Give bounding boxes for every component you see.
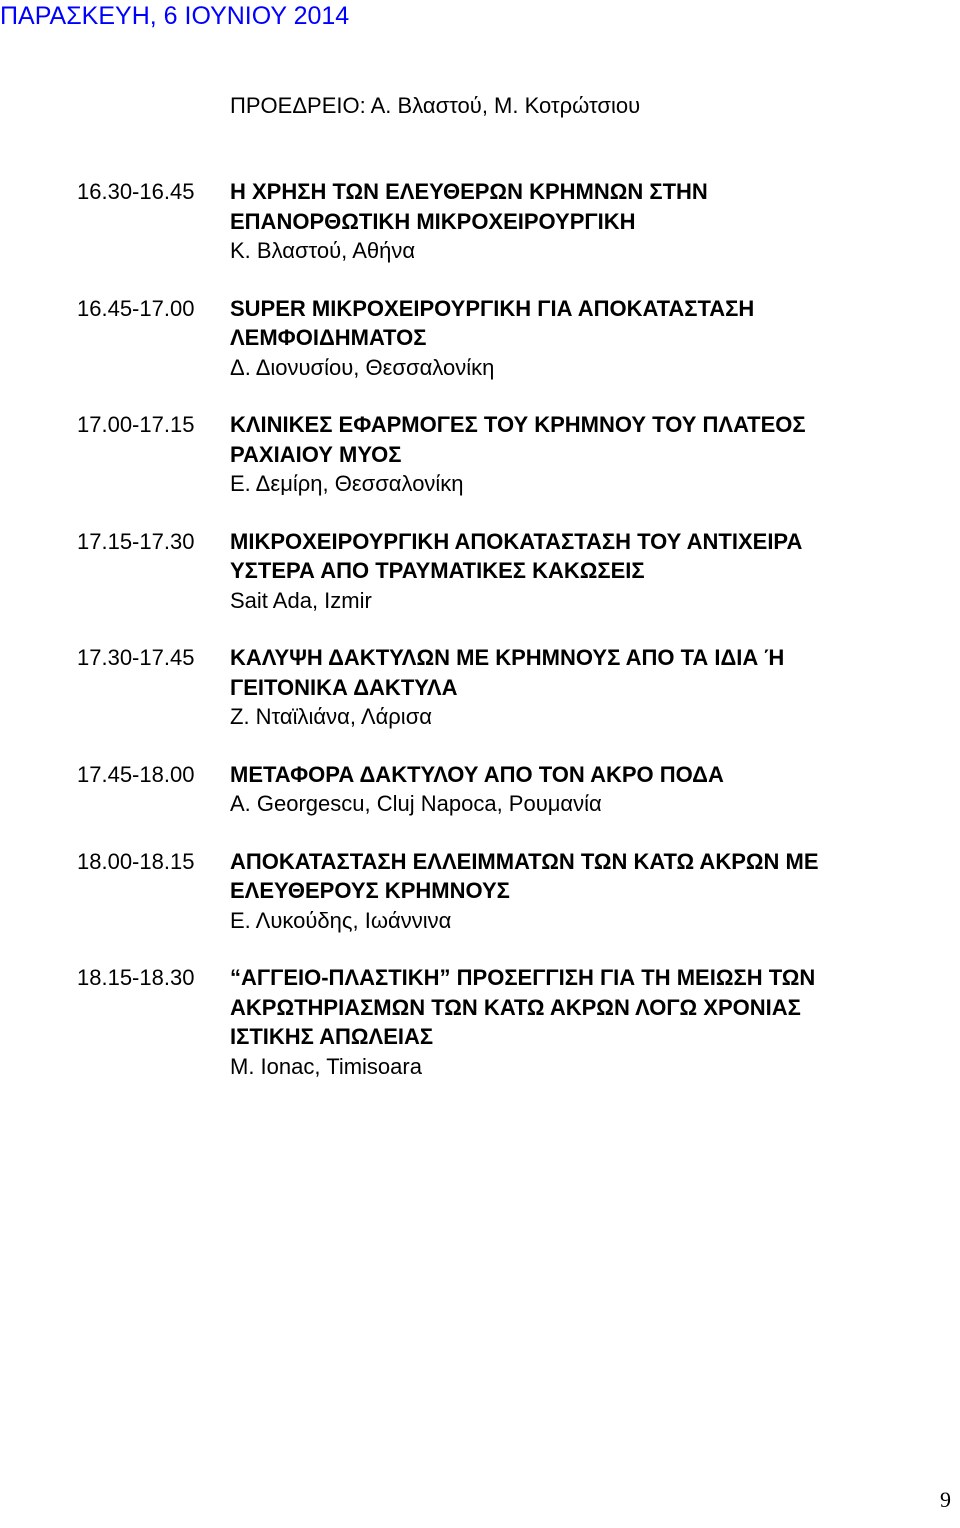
session-item [77, 410, 947, 499]
talk-title-line: ΜΕΤΑΦΟΡΑ ΔΑΚΤΥΛΟΥ ΑΠΟ ΤΟΝ ΑΚΡΟ ΠΟΔΑ [230, 761, 724, 787]
session-details [230, 294, 947, 383]
session-time: 18.15-18.30 [77, 965, 195, 990]
session-item [77, 963, 947, 1081]
session-time: 17.00-17.15 [77, 412, 195, 437]
session-details [230, 760, 947, 819]
day-title: ΠΑΡΑΣΚΕΥΗ, 6 ΙΟΥΝΙΟΥ 2014 [0, 2, 350, 30]
talk-title-line: Η ΧΡΗΣΗ ΤΩΝ ΕΛΕΥΘΕΡΩΝ ΚΡΗΜΝΩΝ ΣΤΗΝ [230, 179, 708, 204]
session-details [230, 643, 947, 732]
session-time: 16.30-16.45 [77, 179, 195, 204]
speaker: Ε. Δεμίρη, Θεσσαλονίκη [230, 471, 464, 496]
speaker: Δ. Διονυσίου, Θεσσαλονίκη [230, 354, 495, 380]
presidium-names: : Α. Βλαστού, Μ. Κοτρώτσιου [359, 93, 641, 118]
talk-title-line: ΑΚΡΩΤΗΡΙΑΣΜΩΝ ΤΩΝ ΚΑΤΩ ΑΚΡΩΝ ΛΟΓΩ ΧΡΟΝΙΑΣ [230, 994, 801, 1020]
session-time: 17.15-17.30 [77, 528, 195, 554]
talk-title-line: ΛΕΜΦΟΙΔΗΜΑΤΟΣ [230, 325, 427, 350]
session-item [77, 643, 947, 732]
session-details [230, 527, 947, 616]
session-time: 17.30-17.45 [77, 645, 195, 670]
speaker: A. Georgescu, Cluj Napoca, Ρουμανία [230, 791, 602, 816]
session-details [230, 847, 947, 936]
session-details [230, 410, 947, 499]
talk-title-line: ΥΣΤΕΡΑ ΑΠΟ ΤΡΑΥΜΑΤΙΚΕΣ ΚΑΚΩΣΕΙΣ [230, 558, 645, 583]
speaker: Ζ. Νταϊλιάνα, Λάρισα [230, 704, 432, 729]
talk-title-line: ΕΛΕΥΘΕΡΟΥΣ ΚΡΗΜΝΟΥΣ [230, 878, 510, 903]
talk-title-line: ΚΑΛΥΨΗ ΔΑΚΤΥΛΩΝ ΜΕ ΚΡΗΜΝΟΥΣ ΑΠΟ ΤΑ ΙΔΙΑ Ή [230, 645, 785, 670]
talk-title-line: SUPER ΜΙΚΡΟΧΕΙΡΟΥΡΓΙΚΗ ΓΙΑ ΑΠΟΚΑΤΑΣΤΑΣΗ [230, 295, 755, 321]
talk-title-line: ΓΕΙΤΟΝΙΚΑ ΔΑΚΤΥΛΑ [230, 674, 458, 700]
page-number: 9 [940, 1487, 951, 1512]
session-time: 18.00-18.15 [77, 848, 195, 874]
presidium-line [230, 91, 640, 121]
session-details [230, 963, 947, 1081]
session-item [77, 527, 947, 616]
session-item [77, 760, 947, 819]
session-item [77, 294, 947, 383]
talk-title-line: ΕΠΑΝΟΡΘΩΤΙΚΗ ΜΙΚΡΟΧΕΙΡΟΥΡΓΙΚΗ [230, 208, 636, 234]
program-list [77, 177, 947, 1081]
speaker: Ε. Λυκούδης, Ιωάννινα [230, 907, 452, 933]
session-time: 17.45-18.00 [77, 761, 195, 787]
talk-title-line: ΡΑΧΙΑΙΟΥ ΜΥΟΣ [230, 441, 402, 467]
session-time: 16.45-17.00 [77, 295, 195, 321]
talk-title-line: “ΑΓΓΕΙΟ-ΠΛΑΣΤΙΚΗ” ΠΡΟΣΕΓΓΙΣΗ ΓΙΑ ΤΗ ΜΕΙΩΣΗ ΤΩΝ [230, 965, 816, 990]
session-details [230, 177, 947, 266]
speaker: M. Ionac, Timisoara [230, 1053, 422, 1079]
presidium-label: ΠΡΟΕΔΡΕΙΟ [230, 93, 360, 118]
speaker: Κ. Βλαστού, Αθήνα [230, 238, 416, 263]
session-item [77, 177, 947, 266]
talk-title-line: ΙΣΤΙΚΗΣ ΑΠΩΛΕΙΑΣ [230, 1024, 434, 1049]
session-item [77, 847, 947, 936]
talk-title-line: ΜΙΚΡΟΧΕΙΡΟΥΡΓΙΚΗ ΑΠΟΚΑΤΑΣΤΑΣΗ ΤΟΥ ΑΝΤΙΧΕΙΡΑ [230, 528, 803, 554]
speaker: Sait Ada, Izmir [230, 587, 372, 613]
talk-title-line: ΚΛΙΝΙΚΕΣ ΕΦΑΡΜΟΓΕΣ ΤΟΥ ΚΡΗΜΝΟΥ ΤΟΥ ΠΛΑΤΕΟΣ [230, 412, 806, 437]
talk-title-line: ΑΠΟΚΑΤΑΣΤΑΣΗ ΕΛΛΕΙΜΜΑΤΩΝ ΤΩΝ ΚΑΤΩ ΑΚΡΩΝ ΜΕ [230, 848, 819, 874]
